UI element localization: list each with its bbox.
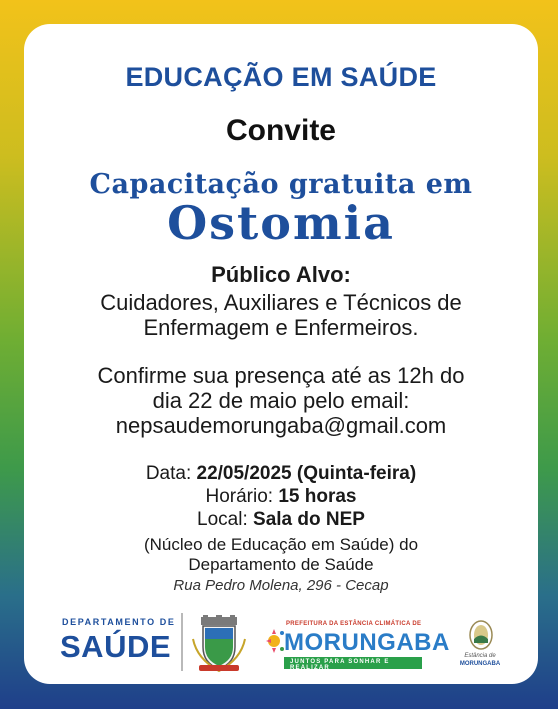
estancia-seal-icon <box>468 619 494 651</box>
dept-logo-small: DEPARTAMENTO DE <box>62 617 176 627</box>
place-label: Local: <box>197 509 248 530</box>
invite-label: Convite <box>225 114 336 147</box>
confirm-email[interactable]: nepsaudemorungaba@gmail.com <box>115 413 447 438</box>
seal-line2: MORUNGABA <box>459 661 501 667</box>
event-address: Rua Pedro Molena, 296 - Cecap <box>173 577 389 594</box>
city-crest-icon <box>191 615 247 673</box>
prefeitura-name: MORUNGABA <box>284 629 450 656</box>
prefeitura-text: PREFEITURA DA ESTÂNCIA CLIMÁTICA DE <box>286 621 422 627</box>
time-value: 15 horas <box>278 486 357 507</box>
confirm-line2: dia 22 de maio pelo email: <box>152 388 410 413</box>
event-place <box>24 509 538 531</box>
place-value: Sala do NEP <box>253 509 365 530</box>
title-line1: Capacitação gratuita em <box>89 169 473 200</box>
date-value: 22/05/2025 (Quinta-feira) <box>196 463 417 484</box>
event-date <box>24 463 538 485</box>
sun-icon <box>264 625 286 657</box>
dept-logo-big: SAÚDE <box>60 629 172 664</box>
time-label: Horário: <box>205 486 274 507</box>
prefeitura-logo <box>264 613 450 673</box>
title-line2: Ostomia <box>167 196 395 250</box>
footer-logos <box>24 609 538 679</box>
confirm-line1: Confirme sua presença até as 12h do <box>97 363 465 388</box>
audience-label: Público Alvo: <box>211 262 351 287</box>
invitation-card <box>24 24 538 684</box>
seal-line1: Estância de <box>464 653 496 659</box>
place-desc1: (Núcleo de Educação em Saúde) do <box>143 535 419 554</box>
footer-divider <box>181 613 183 671</box>
event-time <box>24 486 538 508</box>
section-heading: EDUCAÇÃO EM SAÚDE <box>125 62 437 92</box>
place-desc2: Departamento de Saúde <box>188 555 374 574</box>
date-label: Data: <box>145 463 192 484</box>
audience-line1: Cuidadores, Auxiliares e Técnicos de <box>100 290 462 315</box>
audience-line2: Enfermagem e Enfermeiros. <box>143 315 419 340</box>
prefeitura-tagline: JUNTOS PARA SONHAR E REALIZAR <box>290 659 390 671</box>
